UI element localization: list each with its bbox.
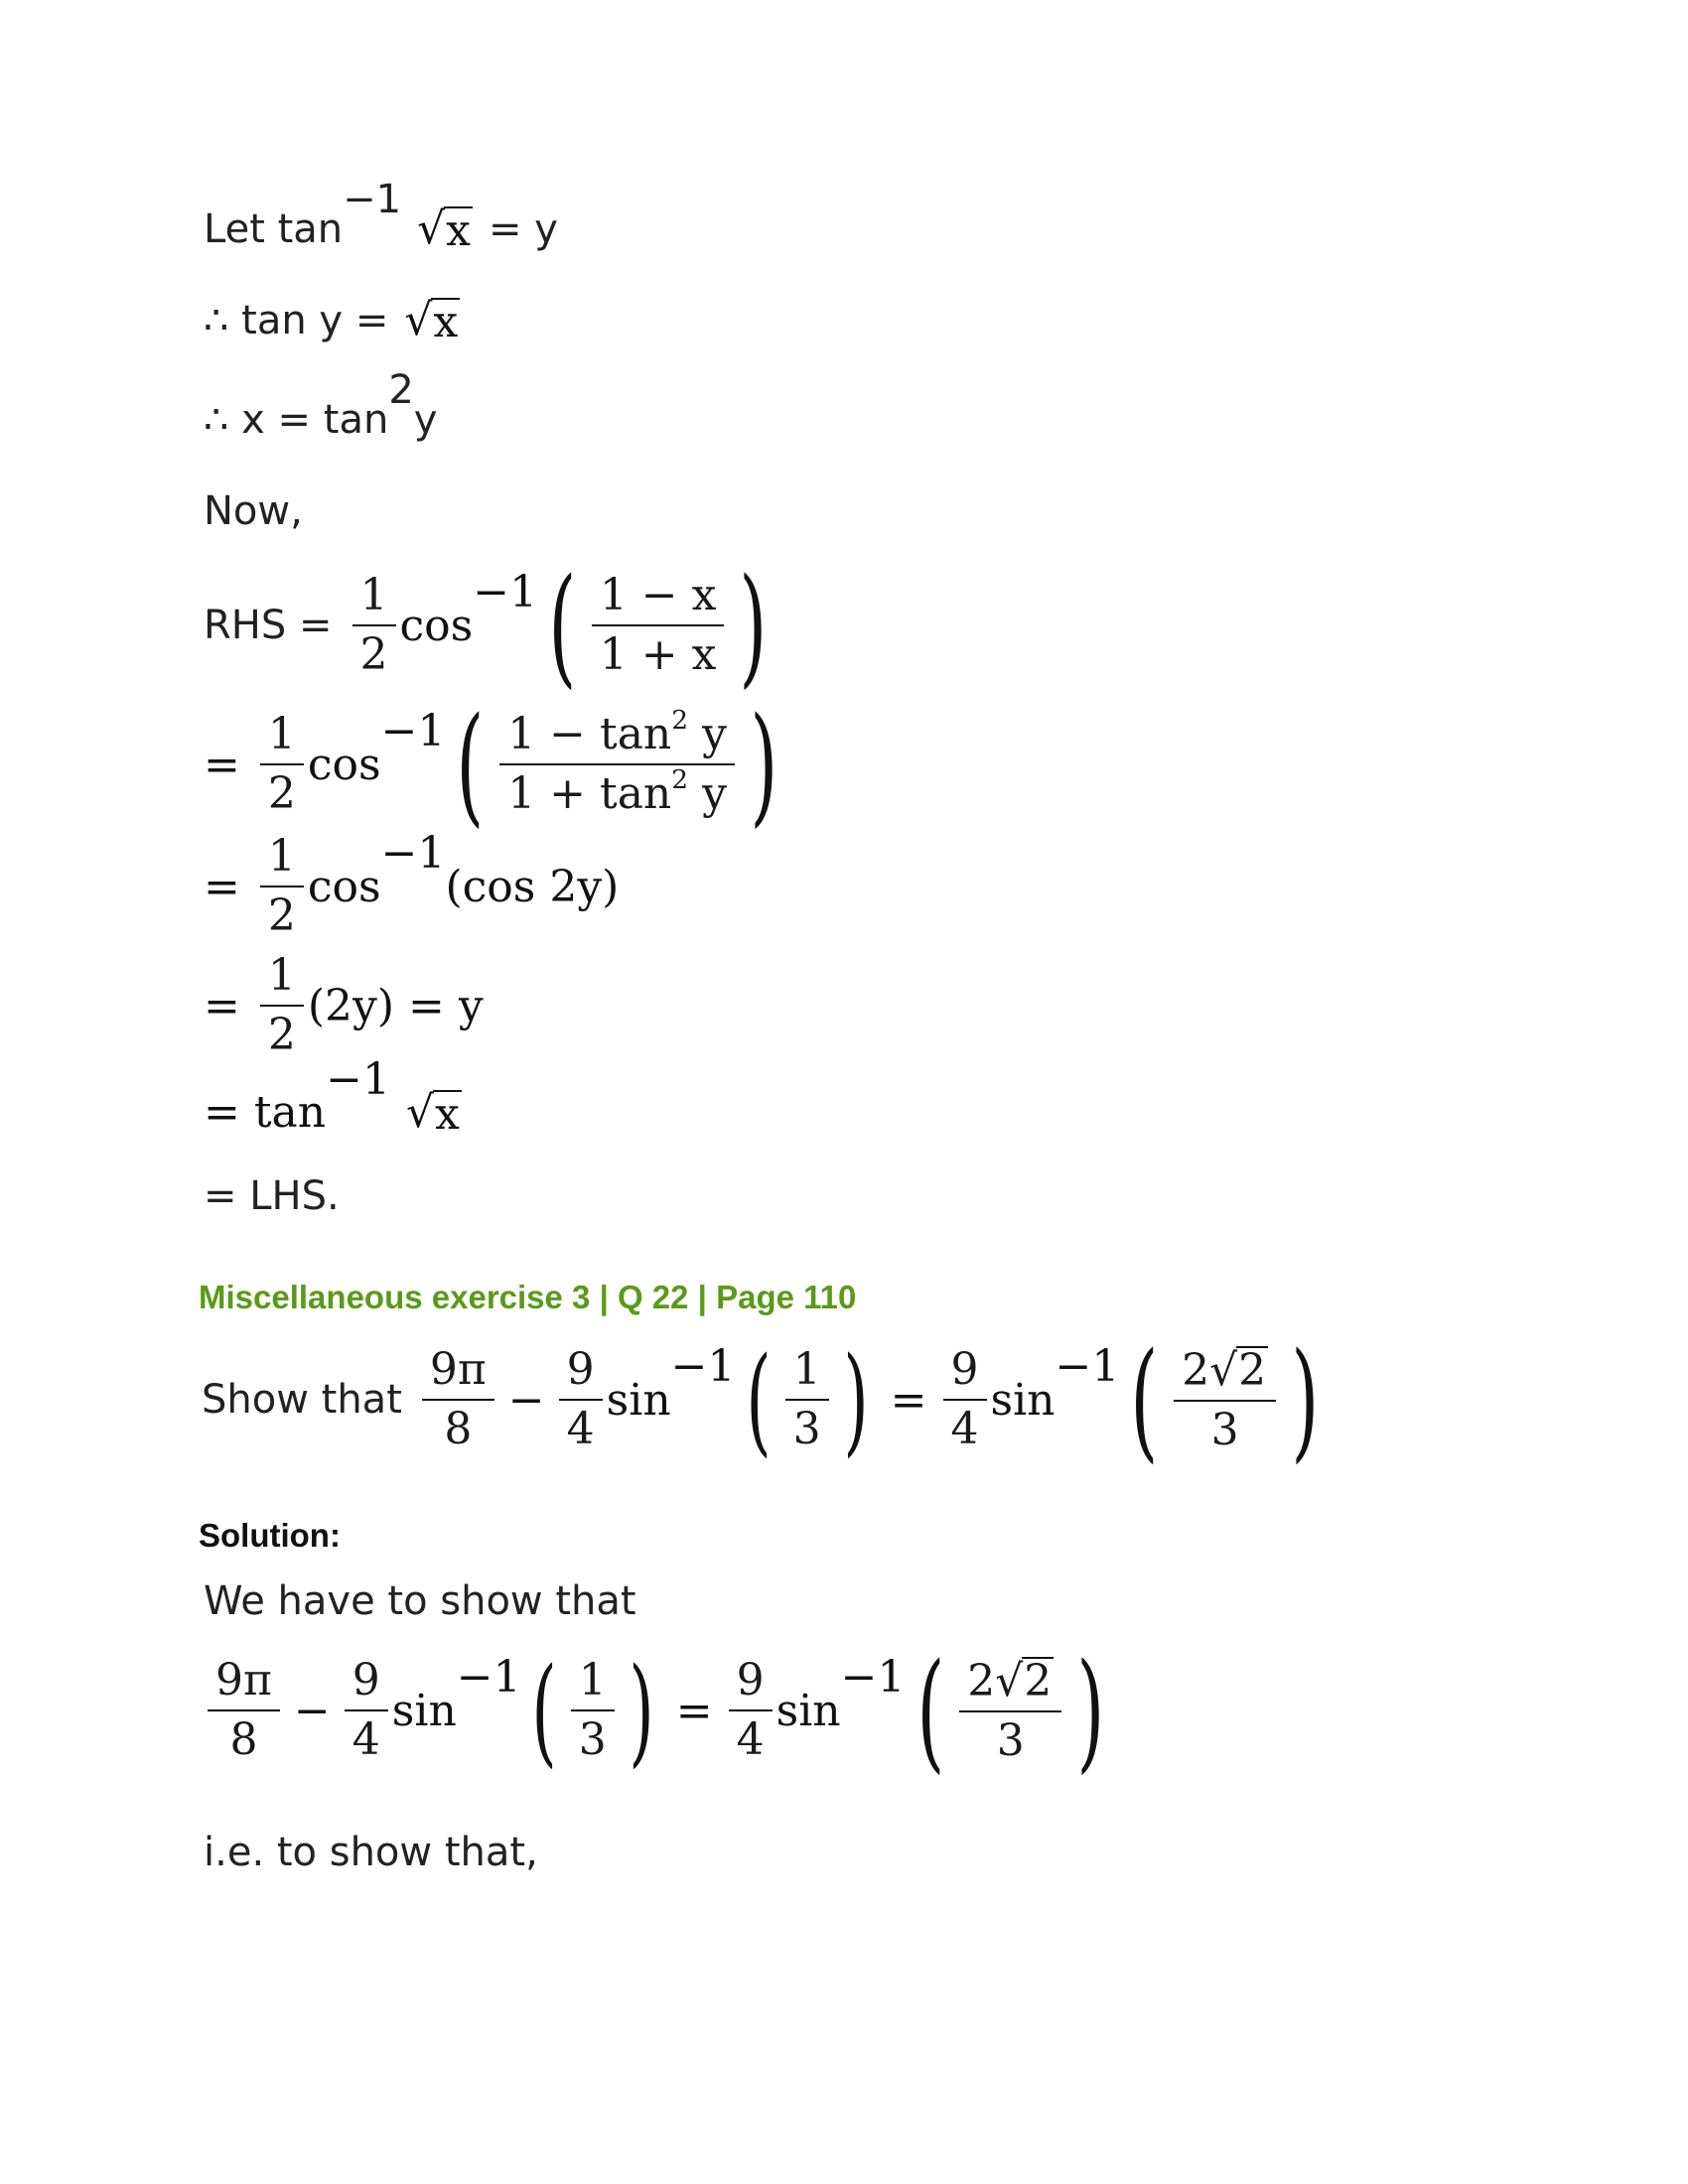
we-have-to-show-text: We have to show that <box>204 1578 636 1624</box>
let-text: Let tan <box>204 205 344 252</box>
sin-fn: sin <box>990 1374 1055 1426</box>
eq-step-2y <box>204 950 484 1061</box>
y-var: y <box>413 397 438 443</box>
fraction-half: $\frac{1}{2}$ <box>352 573 396 678</box>
fraction-9-4: $\frac{9}{4}$ <box>943 1347 987 1452</box>
eq-lhs <box>204 1173 340 1219</box>
right-paren: ) <box>1076 1635 1105 1786</box>
fraction-9-4: $\frac{9}{4}$ <box>345 1658 388 1763</box>
equals-sign: = <box>204 861 240 912</box>
fraction-half: $\frac{1}{2}$ <box>260 953 304 1058</box>
left-paren: ( <box>745 1331 772 1468</box>
fraction-1mx-1px: $\frac{1 - x}{1 + x}$ <box>592 573 725 678</box>
eq-let-tan-inverse: Let tan $^{-1}$ √ x = y <box>204 176 558 256</box>
fraction-2root2-3: 2 √ 2 3 <box>959 1657 1061 1764</box>
therefore-tan-y: ∴ tan y = <box>204 297 389 343</box>
fraction-9pi-8: $\frac{9\pi}{8}$ <box>208 1658 280 1763</box>
equals-sign: = <box>890 1374 927 1426</box>
left-paren: ( <box>1130 1324 1159 1475</box>
minus-sign: − <box>507 1374 545 1426</box>
eq-step-tan-inverse: = tan $^{-1}$ √ x <box>204 1053 460 1140</box>
right-paren: ) <box>842 1331 869 1468</box>
two-y-equals-y: (2y) = y <box>307 980 484 1031</box>
eq-step-tan-squared: = $\frac{1}{2}$ cos $^{-1}$ ( $\frac{1 - \tan^2 y}{1 + \tan^2 y}$ ) <box>204 689 778 840</box>
right-paren: ) <box>629 1642 654 1779</box>
left-paren: ( <box>548 550 577 701</box>
fraction-9pi-8: $\frac{9\pi}{8}$ <box>422 1347 494 1452</box>
eq-tan-y <box>204 295 460 345</box>
right-paren: ) <box>739 550 768 701</box>
cos-2y-arg: (cos 2y) <box>445 861 620 912</box>
solution-label: Solution: <box>199 1517 341 1554</box>
minus-sign: − <box>293 1685 331 1736</box>
sqrt-x: √ x <box>405 1087 460 1140</box>
equals-y: = y <box>488 205 558 252</box>
sqrt-x: √ x <box>404 295 459 347</box>
left-paren: ( <box>915 1635 944 1786</box>
fraction-half: $\frac{1}{2}$ <box>260 712 304 817</box>
equals-sign: = <box>204 980 240 1031</box>
question-statement: Show that $\frac{9\pi}{8}$ − $\frac{9}{4}$ sin $^{-1}$ ( $\frac{1}{3}$ ) = $\frac{9}{4}$ sin $^{-1}$ ( 2 √ 2 3 ) <box>202 1324 1320 1475</box>
now-text: Now, <box>204 488 303 534</box>
solution-equation: $\frac{9\pi}{8}$ − $\frac{9}{4}$ sin $^{-1}$ ( $\frac{1}{3}$ ) = $\frac{9}{4}$ sin $^{-1}$ ( 2 √ 2 3 ) <box>204 1646 1116 1775</box>
right-paren: ) <box>1291 1324 1320 1475</box>
therefore-x: ∴ x = tan <box>204 397 389 443</box>
rhs-label: RHS = <box>204 603 333 648</box>
equals-sign: = <box>675 1685 713 1736</box>
eq-rhs: RHS = $\frac{1}{2}$ cos $^{-1}$ ( $\frac{1 - x}{1 + x}$ ) <box>204 550 768 701</box>
eq-step-cos2y: = $\frac{1}{2}$ cos $^{-1}$ (cos 2y) <box>204 828 620 942</box>
fraction-1-3: $\frac{1}{3}$ <box>571 1658 615 1763</box>
cos-fn: cos <box>399 600 474 651</box>
equals-lhs: = LHS. <box>204 1173 340 1219</box>
now-label <box>204 488 303 534</box>
fraction-tan-squared: $\frac{1 - \tan^2 y}{1 + \tan^2 y}$ <box>499 712 735 817</box>
show-that-text: Show that <box>202 1377 402 1423</box>
sin-fn: sin <box>775 1685 841 1736</box>
ie-line <box>204 1830 538 1875</box>
equals-sign: = <box>204 739 240 790</box>
left-paren: ( <box>456 689 485 840</box>
ie-to-show-text: i.e. to show that, <box>204 1830 538 1875</box>
cos-fn: cos <box>307 861 381 912</box>
fraction-half: $\frac{1}{2}$ <box>260 834 304 939</box>
solution-intro <box>204 1578 636 1624</box>
sin-fn: sin <box>606 1374 671 1426</box>
question-heading: Miscellaneous exercise 3 | Q 22 | Page 110 <box>199 1279 857 1315</box>
sqrt-x: √ x <box>417 204 471 256</box>
sin-fn: sin <box>391 1685 457 1736</box>
right-paren: ) <box>750 689 778 840</box>
fraction-1-3: $\frac{1}{3}$ <box>785 1347 829 1452</box>
equals-tan: = tan <box>204 1087 327 1138</box>
eq-x-tan-squared: ∴ x = tan $^2$ y <box>204 367 438 443</box>
fraction-2root2-3: 2 √ 2 3 <box>1174 1346 1276 1453</box>
fraction-9-4: $\frac{9}{4}$ <box>559 1347 603 1452</box>
left-paren: ( <box>531 1642 557 1779</box>
fraction-9-4: $\frac{9}{4}$ <box>729 1658 773 1763</box>
cos-fn: cos <box>307 739 381 790</box>
